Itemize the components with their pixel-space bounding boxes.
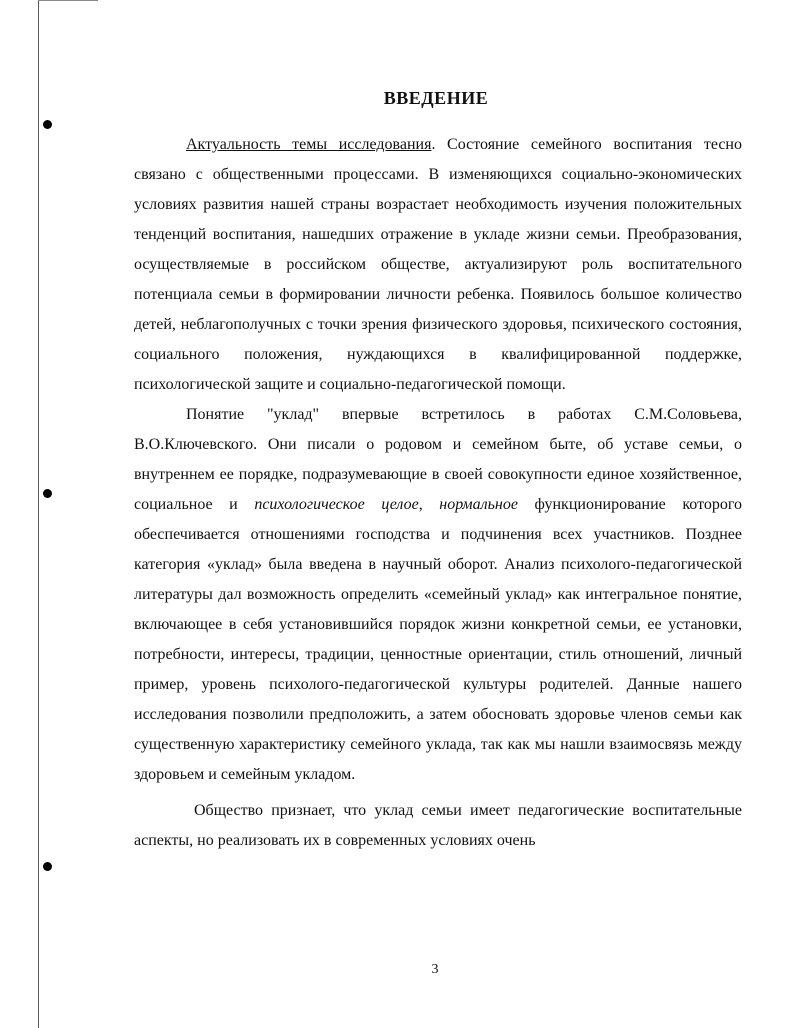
document-body [134, 130, 742, 856]
binder-hole-mark [43, 489, 52, 498]
italic-phrase: нормальное [439, 496, 518, 513]
paragraph-text: Общество признает, что уклад семьи имеет педагогические воспитательные аспекты, но реализовать их в современных условиях очень [134, 802, 742, 849]
binder-hole-mark [43, 120, 52, 129]
page-title: ВВЕДЕНИЕ [383, 88, 489, 108]
page-number: 3 [431, 962, 439, 977]
binder-hole-mark [43, 862, 52, 871]
paragraph-text: , [418, 496, 440, 513]
italic-phrase: психологическое целое [254, 496, 419, 513]
paragraph-text: . Состояние семейного воспитания тесно связано с общественными процессами. В изменяющихся социально-экономических условиях развития нашей страны возрастает необходимость изучения положительных тенденций воспитания, нашедших отражение в укладе жизни семьи. Преобразования, осуществляемые в российском обществе, актуализируют роль воспитательного потенциала семьи в формировании личности ребенка. Появилось большое количество детей, неблагополучных с точки зрения физического здоровья, психического состояния, социального положения, нуждающихся в квалифицированной поддержке, психологической защите и социально-педагогической помощи. [134, 136, 742, 393]
relevance-heading: Актуальность темы исследования [186, 136, 432, 153]
paragraph-relevance [134, 130, 742, 400]
paragraph-text: Понятие "уклад" впервые встретилось в работах С.М.Соловьева, В.О.Ключевского. Они писали о родовом и семейном быте, об уставе семьи, о внутреннем ее порядке, подразумевающие в своей совокупности единое хозяйственное, социальное и [134, 406, 742, 513]
paragraph-concept-uklad [134, 400, 742, 790]
scan-border-left [38, 0, 39, 1028]
paragraph-text: функционирование которого обеспечивается отношениями господства и подчинения всех участников. Позднее категория «уклад» была введена в научный оборот. Анализ психолого-педагогической литературы дал возможность определить «семейный уклад» как интегральное понятие, включающее в себя установившийся порядок жизни конкретной семьи, ее установки, потребности, интересы, традиции, ценностные ориентации, стиль отношений, личный пример, уровень психолого-педагогической культуры родителей. Данные нашего исследования позволили предположить, а затем обосновать здоровье членов семьи как существенную характеристику семейного уклада, так как мы нашли взаимосвязь между здоровьем и семейным укладом. [134, 496, 743, 783]
scan-border-top [38, 0, 98, 1]
paragraph-society [134, 796, 742, 856]
